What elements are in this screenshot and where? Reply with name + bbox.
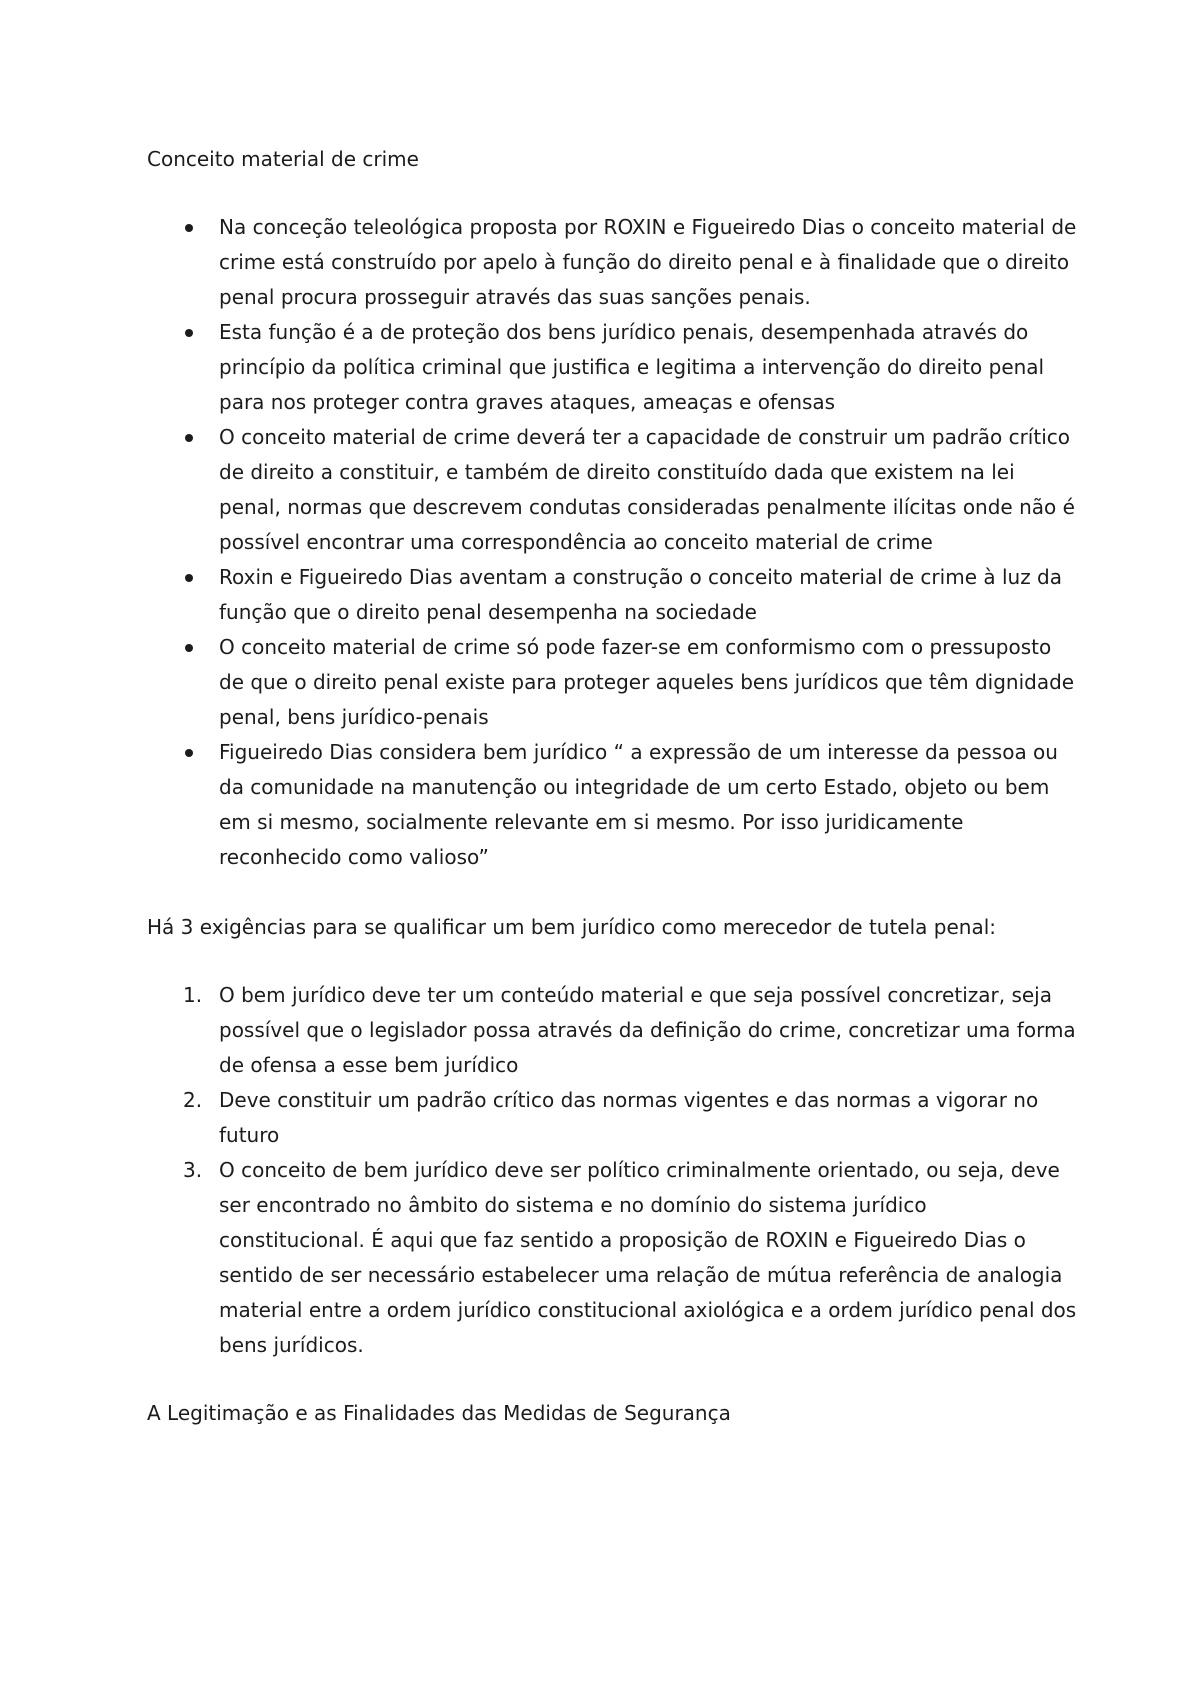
bullet-icon [185,574,193,582]
document-body [147,142,1077,1431]
numbered-item [147,978,1077,1083]
section-title-conceito-material: Conceito material de crime [147,147,419,171]
bullet-item [147,735,1077,875]
bullet-icon [185,644,193,652]
intro-paragraph: Há 3 exigências para se qualificar um bem jurídico como merecedor de tutela penal: [147,915,997,939]
bullet-item [147,210,1077,315]
numbered-item-text: O bem jurídico deve ter um conteúdo material e que seja possível concretizar, seja possível que o legislador possa através da definição do crime, concretizar uma forma de ofensa a esse bem jurídico [219,983,1076,1077]
numbered-item [147,1083,1077,1153]
bullet-list [147,210,1077,875]
bullet-item [147,630,1077,735]
bullet-icon [185,749,193,757]
numbered-item [147,1153,1077,1363]
bullet-icon [185,434,193,442]
bullet-text: O conceito material de crime só pode fazer-se em conformismo com o pressuposto de que o direito penal existe para proteger aqueles bens jurídicos que têm dignidade penal, bens jurídico-penais [219,635,1075,729]
numbered-item-text: Deve constituir um padrão crítico das normas vigentes e das normas a vigorar no futuro [219,1088,1039,1147]
bullet-text: Na conceção teleológica proposta por ROXIN e Figueiredo Dias o conceito material de crime está construído por apelo à função do direito penal e à finalidade que o direito penal procura prosseguir através das suas sanções penais. [219,215,1077,309]
bullet-icon [185,329,193,337]
bullet-text: Roxin e Figueiredo Dias aventam a construção o conceito material de crime à luz da função que o direito penal desempenha na sociedade [219,565,1063,624]
item-number: 3. [183,1158,203,1182]
bullet-icon [185,224,193,232]
bullet-text: O conceito material de crime deverá ter a capacidade de construir um padrão crítico de direito a constituir, e também de direito constituído dada que existem na lei penal, normas que descrevem condutas consideradas penalmente ilícitas onde não é possível encontrar uma correspondência ao conceito material de crime [219,425,1075,554]
bullet-item [147,420,1077,560]
section-title-medidas-seguranca: A Legitimação e as Finalidades das Medidas de Segurança [147,1401,731,1425]
bullet-text: Figueiredo Dias considera bem jurídico “ a expressão de um interesse da pessoa ou da comunidade na manutenção ou integridade de um certo Estado, objeto ou bem em si mesmo, socialmente relevante em si mesmo. Por isso juridicamente reconhecido como valioso” [219,740,1058,869]
numbered-item-text: O conceito de bem jurídico deve ser político criminalmente orientado, ou seja, deve ser encontrado no âmbito do sistema e no domínio do sistema jurídico constitucional. É aqui que faz sentido a proposição de ROXIN e Figueiredo Dias o sentido de ser necessário estabelecer uma relação de mútua referência de analogia material entre a ordem jurídico constitucional axiológica e a ordem jurídico penal dos bens jurídicos. [219,1158,1077,1357]
numbered-list [147,978,1077,1363]
bullet-item [147,315,1077,420]
item-number: 1. [183,983,203,1007]
bullet-item [147,560,1077,630]
item-number: 2. [183,1088,203,1112]
bullet-text: Esta função é a de proteção dos bens jurídico penais, desempenhada através do princípio da política criminal que justifica e legitima a intervenção do direito penal para nos proteger contra graves ataques, ameaças e ofensas [219,320,1045,414]
